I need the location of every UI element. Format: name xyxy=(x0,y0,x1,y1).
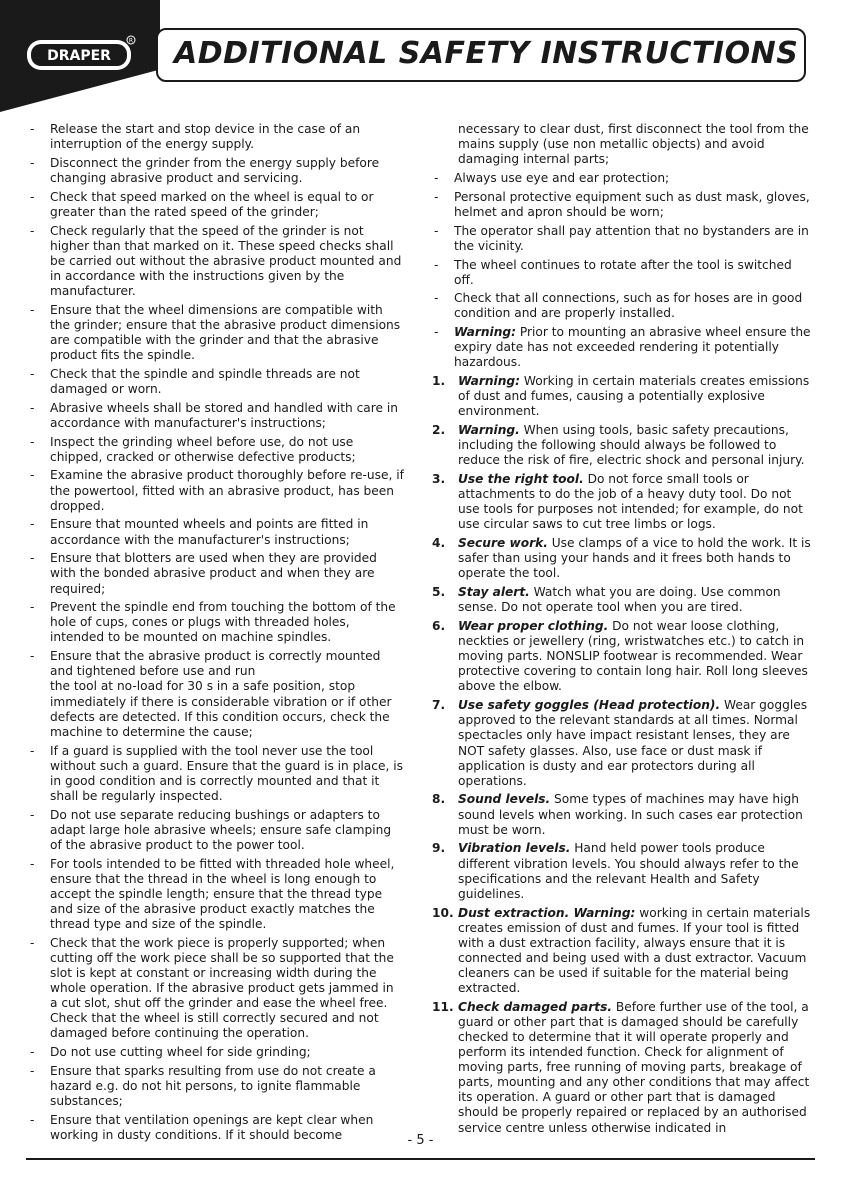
item-text: The wheel continues to rotate after the tool is switched off. xyxy=(454,257,792,287)
bullet-marker: - xyxy=(30,468,35,483)
bullet-marker: - xyxy=(30,551,35,566)
item-text: Ensure that the abrasive product is correctly mounted and tightened before use and run xyxy=(50,649,381,679)
bullet-marker: - xyxy=(30,122,35,136)
bullet-marker: - xyxy=(30,1112,35,1127)
list-item xyxy=(432,698,814,789)
item-text: Check that the work piece is properly supported; when cutting off the work piece shall be so supported that the slot is kept at constant or increasing width during the whole operation. If the abrasive product gets jammed in a cut slot, shut off the grinder and ease the wheel free. Check that the wheel is still correctly secured and not damaged before continuing the operation. xyxy=(50,935,394,1041)
item-text: Release the start and stop device in the case of an interruption of the energy supply. xyxy=(50,122,361,152)
list-item xyxy=(28,649,404,740)
list-item xyxy=(432,190,814,220)
item-lead: Dust extraction. Warning: xyxy=(458,905,636,920)
page-number: - 5 - xyxy=(407,1133,434,1148)
item-text: Ensure that blotters are used when they are provided with the bonded abrasive product and when they are required; xyxy=(50,551,377,596)
draper-logo xyxy=(26,34,138,74)
title-banner xyxy=(156,28,806,82)
item-text: Do not wear loose clothing, neckties or jewellery (ring, wristwatches etc.) to catch in moving parts. NONSLIP footwear is recommended. Wear protective covering to contain long hair. Roll long sleeves above the elbow. xyxy=(458,619,808,694)
continued-text: necessary to clear dust, first disconnect the tool from the mains supply (use non metallic objects) and avoid damaging internal parts; xyxy=(458,122,809,167)
bullet-marker: - xyxy=(30,302,35,317)
item-marker: - xyxy=(434,291,439,306)
item-text: Prevent the spindle end from touching the bottom of the hole of cups, cones or plugs with threaded holes, intended to be mounted on machine spindles. xyxy=(50,600,396,645)
bullet-marker: - xyxy=(30,935,35,950)
list-item xyxy=(432,585,814,615)
svg-text:R: R xyxy=(128,37,134,45)
item-text: Some types of machines may have high sound levels when working. In such cases ear protection must be worn. xyxy=(458,792,803,837)
right-dash-list xyxy=(432,171,814,371)
list-item xyxy=(28,936,404,1042)
item-marker: 7. xyxy=(432,698,446,713)
page-title: ADDITIONAL SAFETY INSTRUCTIONS xyxy=(174,36,799,71)
numbered-list xyxy=(432,374,814,1135)
item-text: Hand held power tools produce different vibration levels. You should always refer to the specifications and the relevant Health and Safety guidelines. xyxy=(458,841,799,901)
item-marker: - xyxy=(434,189,439,204)
item-lead: Check damaged parts. xyxy=(458,999,612,1014)
item-marker: 1. xyxy=(432,374,446,389)
list-item xyxy=(432,374,814,419)
item-text: Working in certain materials creates emissions of dust and fumes, causing a potentially explosive environment. xyxy=(458,374,810,419)
bullet-marker: - xyxy=(30,649,35,664)
list-item xyxy=(432,841,814,901)
bullet-marker: - xyxy=(30,807,35,822)
list-item xyxy=(432,258,814,288)
right-column xyxy=(432,122,814,1139)
item-marker: 8. xyxy=(432,792,446,807)
list-item xyxy=(28,435,404,465)
list-item xyxy=(432,906,814,997)
item-text-continued: the tool at no-load for 30 s in a safe position, stop immediately if there is considerable vibration or if other defects are detected. If this condition occurs, check the machine to determine the cause; xyxy=(50,679,392,739)
bullet-marker: - xyxy=(30,856,35,871)
bullet-marker: - xyxy=(30,155,35,170)
list-item xyxy=(28,808,404,853)
list-item xyxy=(432,171,814,186)
footer-divider xyxy=(26,1158,815,1160)
bullet-marker: - xyxy=(30,400,35,415)
bullet-marker: - xyxy=(30,1045,35,1060)
item-text: Check that speed marked on the wheel is equal to or greater than the rated speed of the grinder; xyxy=(50,189,374,219)
item-lead: Warning. xyxy=(458,423,520,438)
item-text: Do not use cutting wheel for side grinding; xyxy=(50,1045,311,1060)
list-item xyxy=(28,122,404,152)
bullet-marker: - xyxy=(30,366,35,381)
bullet-marker: - xyxy=(30,189,35,204)
list-item xyxy=(28,1064,404,1109)
item-marker: 2. xyxy=(432,423,446,438)
item-marker: 11. xyxy=(432,999,454,1014)
item-lead: Vibration levels. xyxy=(458,841,571,856)
list-item xyxy=(28,600,404,645)
item-text: Wear goggles approved to the relevant standards at all times. Normal spectacles only have impact resistant lenses, they are NOT safety glasses. Also, use face or dust mask if application is dusty and ear protectors during all operations. xyxy=(458,698,808,788)
item-lead: Warning: xyxy=(458,374,520,389)
item-text: Ensure that sparks resulting from use do not create a hazard e.g. do not hit persons, to ignite flammable substances; xyxy=(50,1063,376,1108)
item-text: Do not force small tools or attachments to do the job of a heavy duty tool. Do not use tools for purposes not intended; for example, do not use circular saws to cut tree limbs or logs. xyxy=(458,472,803,532)
list-item xyxy=(432,472,814,532)
list-item xyxy=(28,744,404,804)
item-text: The operator shall pay attention that no bystanders are in the vicinity. xyxy=(454,223,809,253)
item-text: Always use eye and ear protection; xyxy=(454,170,670,185)
item-text: Do not use separate reducing bushings or adapters to adapt large hole abrasive wheels; ensure safe clamping of the abrasive product to the power tool. xyxy=(50,807,392,852)
item-text: Disconnect the grinder from the energy supply before changing abrasive product and servicing. xyxy=(50,155,380,185)
list-item xyxy=(28,468,404,513)
item-marker: - xyxy=(434,325,439,340)
list-item xyxy=(28,517,404,547)
bullet-marker: - xyxy=(30,517,35,532)
item-text: Check that the spindle and spindle threads are not damaged or worn. xyxy=(50,366,360,396)
item-marker: 5. xyxy=(432,585,446,600)
item-text: Ensure that ventilation openings are kept clear when working in dusty conditions. If it should become xyxy=(50,1112,374,1142)
item-lead: Warning: xyxy=(454,325,516,340)
bullet-marker: - xyxy=(30,1063,35,1078)
list-item xyxy=(432,792,814,837)
list-item xyxy=(28,1045,404,1060)
item-text: If a guard is supplied with the tool never use the tool without such a guard. Ensure that the guard is in place, is in good condition and is correctly mounted and that it shall be regularly inspected. xyxy=(50,743,403,803)
item-marker: 10. xyxy=(432,905,454,920)
item-text: Inspect the grinding wheel before use, do not use chipped, cracked or otherwise defective products; xyxy=(50,434,356,464)
bullet-marker: - xyxy=(30,223,35,238)
item-text: When using tools, basic safety precautions, including the following should always be followed to reduce the risk of fire, electric shock and personal injury. xyxy=(458,423,805,468)
item-marker: 6. xyxy=(432,619,446,634)
logo-text: DRAPER xyxy=(47,48,111,64)
item-marker: - xyxy=(434,257,439,272)
item-lead: Wear proper clothing. xyxy=(458,619,609,634)
item-text: Check that all connections, such as for hoses are in good condition and are properly installed. xyxy=(454,291,803,321)
item-text: Ensure that the wheel dimensions are compatible with the grinder; ensure that the abrasive product dimensions are compatible with the grinder and that the abrasive product fits the spindle. xyxy=(50,302,401,363)
left-column xyxy=(28,122,404,1147)
item-text: Check regularly that the speed of the grinder is not higher than that marked on it. These speed checks shall be carried out without the abrasive product mounted and in accordance with the instructions given by the manufacturer. xyxy=(50,223,402,298)
item-text: working in certain materials creates emission of dust and fumes. If your tool is fitted with a dust extraction facility, always ensure that it is connected and being used with a dust extractor. Vacuum cleaners can be used if suitable for the material being extracted. xyxy=(458,905,811,995)
item-text: For tools intended to be fitted with threaded hole wheel, ensure that the thread in the wheel is long enough to accept the spindle length; ensure that the thread type and size of the abrasive product exactly matches the thread type and size of the spindle. xyxy=(50,856,395,931)
bullet-marker: - xyxy=(30,600,35,615)
list-item xyxy=(28,857,404,932)
item-text: Ensure that mounted wheels and points are fitted in accordance with the manufacturer's instructions; xyxy=(50,517,369,547)
item-text: Personal protective equipment such as dust mask, gloves, helmet and apron should be worn; xyxy=(454,189,810,219)
list-item xyxy=(28,156,404,186)
item-lead: Use safety goggles (Head protection). xyxy=(458,698,721,713)
item-text: Examine the abrasive product thoroughly before re-use, if the powertool, fitted with an abrasive product, has been dropped. xyxy=(50,468,404,513)
item-text: Prior to mounting an abrasive wheel ensure the expiry date has not exceeded rendering it potentially hazardous. xyxy=(454,325,811,370)
list-item xyxy=(432,423,814,468)
item-marker: - xyxy=(434,170,439,185)
bullet-marker: - xyxy=(30,434,35,449)
list-item xyxy=(28,367,404,397)
bullet-marker: - xyxy=(30,743,35,758)
item-text: Abrasive wheels shall be stored and handled with care in accordance with manufacturer's instructions; xyxy=(50,400,398,430)
item-lead: Sound levels. xyxy=(458,792,551,807)
item-marker: 4. xyxy=(432,536,446,551)
list-item xyxy=(432,224,814,254)
list-item xyxy=(432,536,814,581)
list-item xyxy=(28,551,404,596)
list-item xyxy=(28,190,404,220)
item-text: Before further use of the tool, a guard or other part that is damaged should be carefully checked to determine that it will operate properly and perform its intended function. Check for alignment of moving parts, free running of moving parts, breakage of parts, mounting and any other conditions that may affect its operation. A guard or other part that is damaged should be properly repaired or replaced by an authorised service centre unless otherwise indicated in xyxy=(458,999,810,1135)
item-text: Watch what you are doing. Use common sense. Do not operate tool when you are tired. xyxy=(458,585,781,615)
item-marker: - xyxy=(434,223,439,238)
list-item xyxy=(28,303,404,363)
list-item xyxy=(432,291,814,321)
item-lead: Secure work. xyxy=(458,536,548,551)
list-item xyxy=(432,325,814,370)
list-item xyxy=(28,224,404,299)
item-lead: Use the right tool. xyxy=(458,472,584,487)
list-item xyxy=(28,401,404,431)
item-text: Use clamps of a vice to hold the work. It is safer than using your hands and it frees both hands to operate the tool. xyxy=(458,536,811,581)
item-lead: Stay alert. xyxy=(458,585,530,600)
item-marker: 9. xyxy=(432,841,446,856)
list-item xyxy=(432,619,814,694)
list-item xyxy=(432,1000,814,1136)
item-marker: 3. xyxy=(432,472,446,487)
